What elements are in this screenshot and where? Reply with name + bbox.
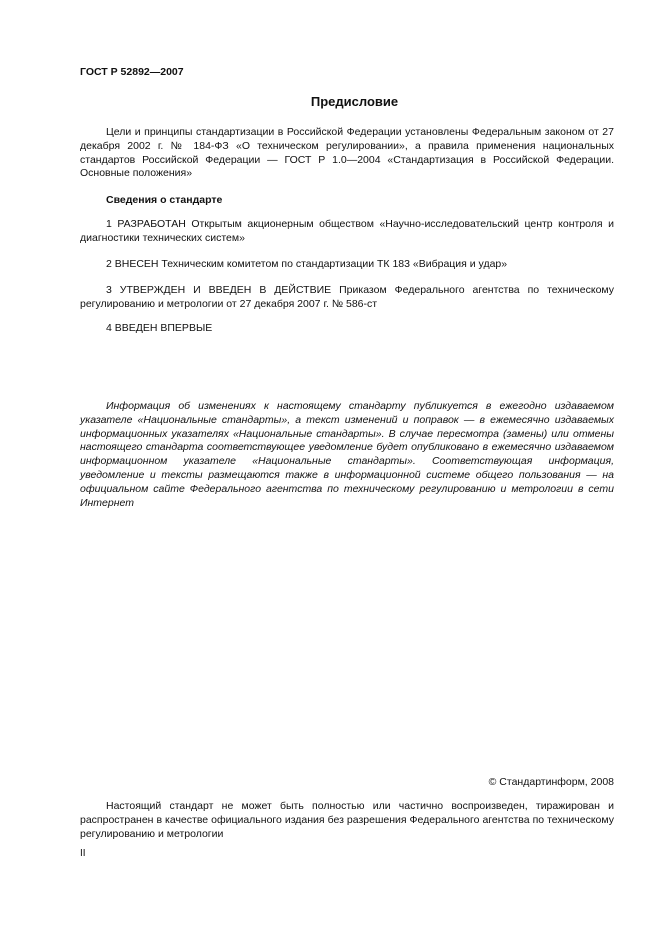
copyright-line: © Стандартинформ, 2008 (488, 776, 614, 788)
info-item-2: 2 ВНЕСЕН Техническим комитетом по стандартизации ТК 183 «Вибрация и удар» (106, 258, 508, 270)
document-number: ГОСТ Р 52892—2007 (80, 66, 184, 78)
info-item-3: 3 УТВЕРЖДЕН И ВВЕДЕН В ДЕЙСТВИЕ Приказом Федерального агентства по техническому регулированию и метрологии от 27 декабря 2007 г. № 586-ст (80, 284, 614, 310)
changes-info-notice: Информация об изменениях к настоящему стандарту публикуется в ежегодно издаваемом указателе «Национальные стандарты», а текст изменений и поправок — в ежемесячно издаваемых информационных указателях «Национальные стандарты». В случае пересмотра (замены) или отмены настоящего стандарта соответствующее уведомление будет опубликовано в ежемесячно издаваемом информационном указателе «Национальные стандарты». Соответствующая информация, уведомление и тексты размещаются также в информационной системе общего пользования — на официальном сайте Федерального агентства по техническому регулированию и метрологии в сети Интернет (80, 400, 614, 509)
info-item-4: 4 ВВЕДЕН ВПЕРВЫЕ (106, 322, 213, 334)
section-heading: Сведения о стандарте (106, 194, 223, 206)
intro-paragraph: Цели и принципы стандартизации в Российской Федерации установлены Федеральным законом от 27 декабря 2002 г. № 184-ФЗ «О техническом регулировании», а правила применения национальных стандартов Российской Федерации — ГОСТ Р 1.0—2004 «Стандартизация в Российской Федерации. Основные положения» (80, 126, 614, 180)
page-number: II (80, 848, 86, 859)
page-title: Предисловие (310, 94, 399, 109)
reproduction-notice: Настоящий стандарт не может быть полностью или частично воспроизведен, тиражирован и распространен в качестве официального издания без разрешения Федерального агентства по техническому регулированию и метрологии (80, 800, 614, 840)
info-item-1: 1 РАЗРАБОТАН Открытым акционерным обществом «Научно-исследовательский центр контроля и диагностики технических систем» (80, 218, 614, 244)
